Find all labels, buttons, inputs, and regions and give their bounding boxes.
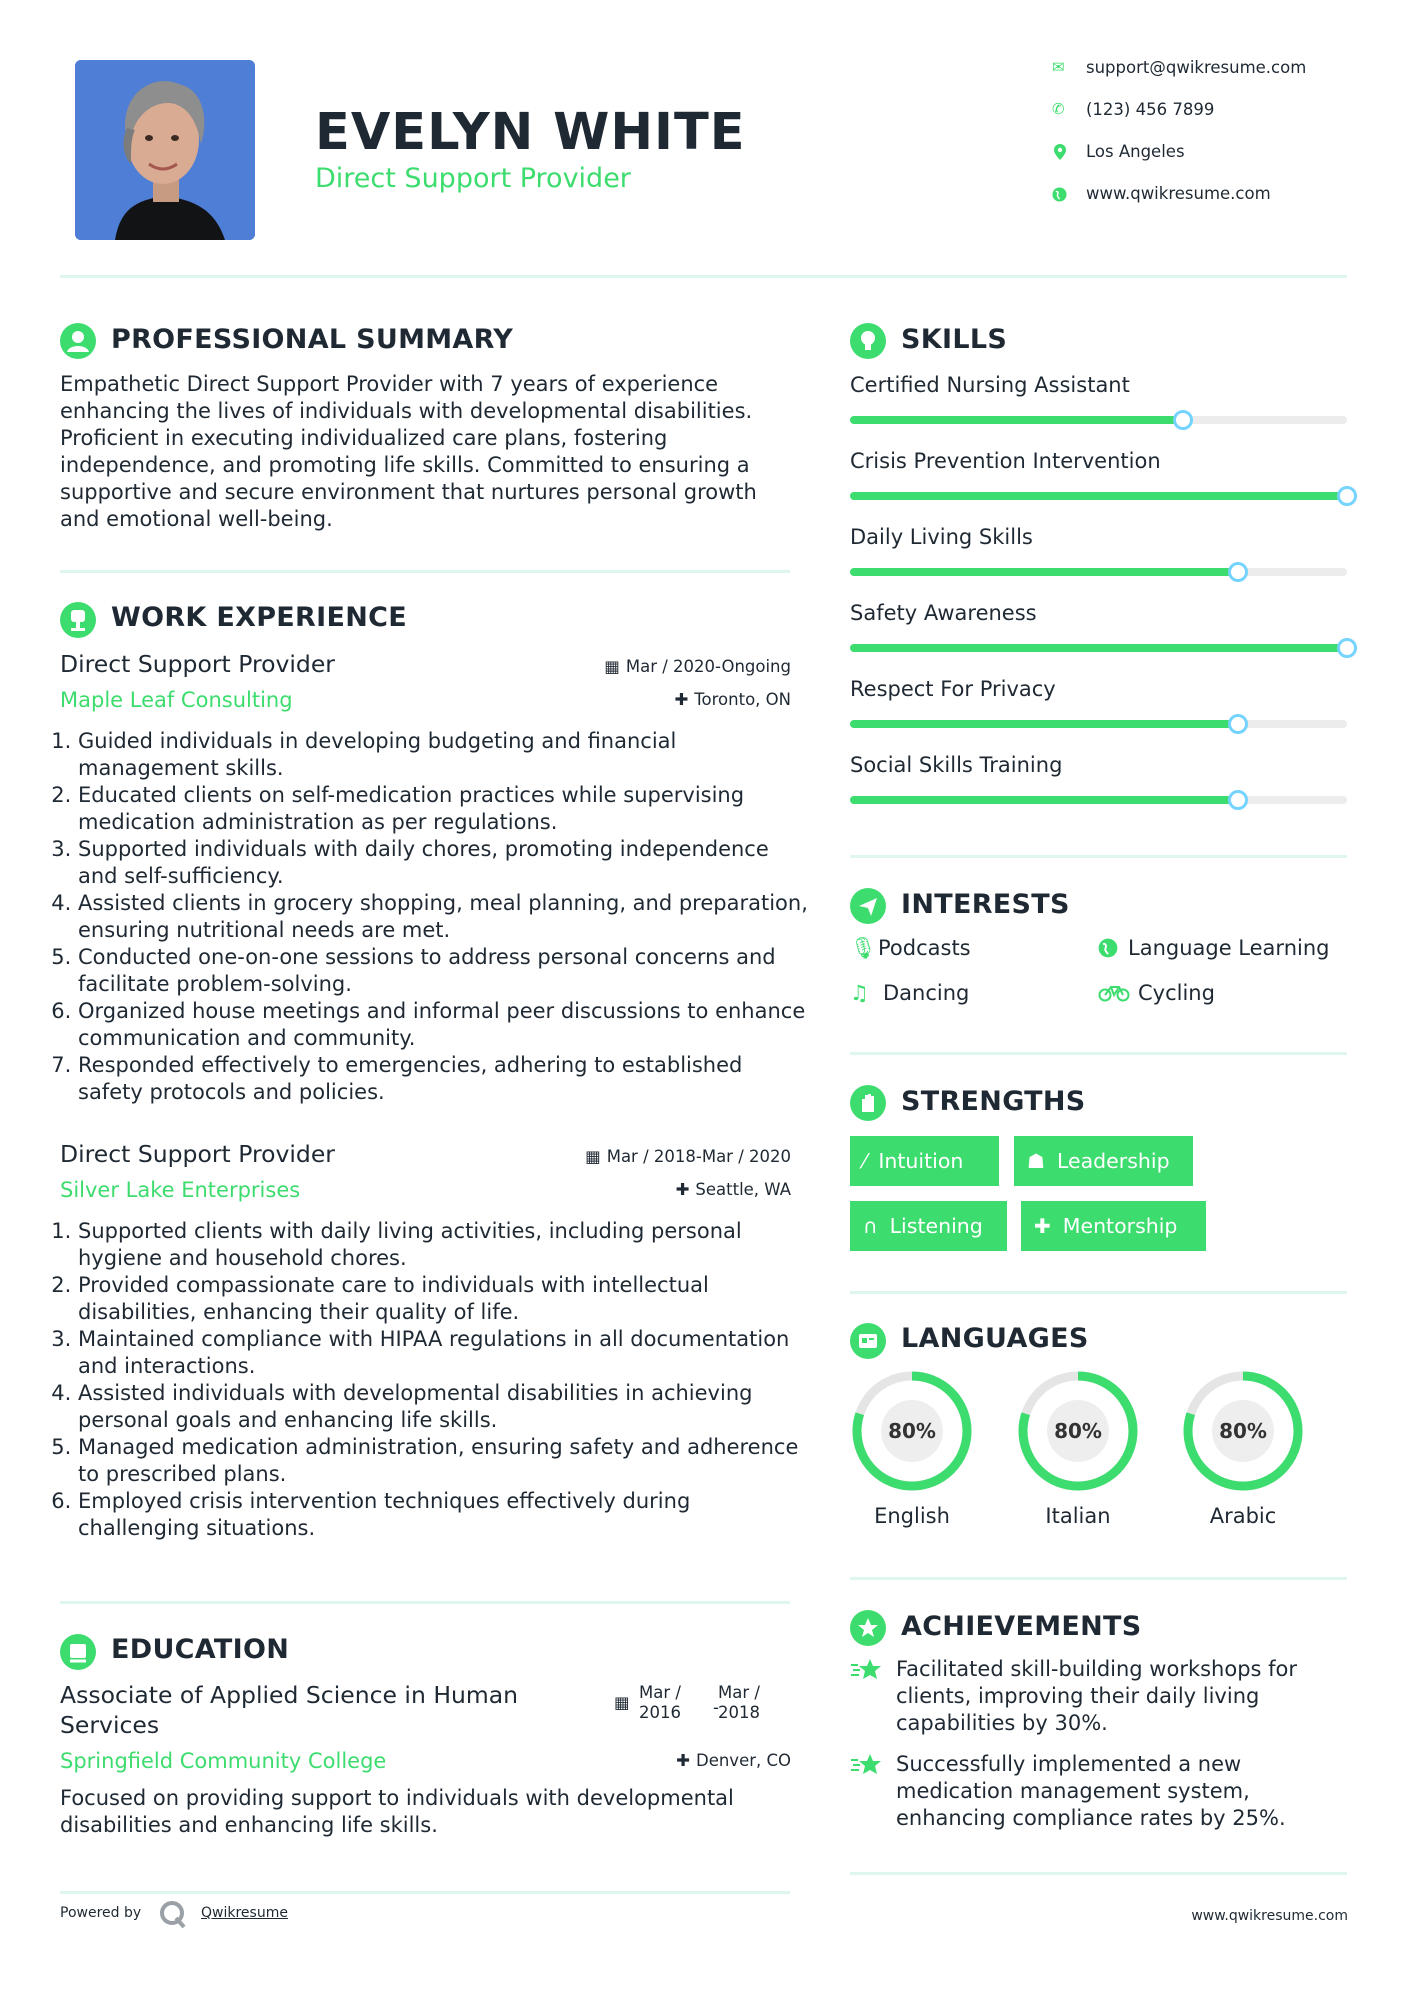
powered-by-label: Powered by [60,1905,142,1921]
interests-divider [850,1052,1347,1055]
strength-leadership [1014,1136,1193,1186]
interest-label: Dancing [883,981,970,1005]
interest-podcasts [850,936,971,961]
interest-dancing [850,981,969,1005]
achievement-text: Successfully implemented a new medication management system, enhancing compliance rates by 25%. [896,1752,1286,1830]
headphones-icon: ∩ [863,1214,878,1238]
skill-level-fill [850,796,1238,804]
list-item: 2. Provided compassionate care to individuals with intellectual disabilities, enhancing their quality of life. [78,1272,808,1326]
bicycle-icon [1098,984,1130,1002]
contact-phone-text: (123) 456 7899 [1086,100,1215,119]
job-2-company: Silver Lake Enterprises [60,1178,301,1202]
language-percent-label: 80% [888,1419,936,1443]
graduation-icon [60,1634,96,1670]
strength-label: Leadership [1056,1149,1170,1173]
qwikresume-logo-icon [158,1899,188,1929]
language-ring [1181,1369,1305,1493]
list-item: 5. Conducted one-on-one sessions to address personal concerns and facilitate problem-solving. [78,944,808,998]
job-1-location-text: Toronto, ON [694,690,791,709]
education-location [676,1751,791,1770]
list-item: 3. Maintained compliance with HIPAA regulations in all documentation and interactions. [78,1326,808,1380]
job-2-date [585,1147,791,1166]
experience-divider [60,1601,790,1604]
language-name: Italian [1045,1504,1111,1528]
briefcase-chair-icon [60,602,96,638]
paper-plane-icon [850,888,886,924]
skill-level-knob [1228,790,1248,810]
job-2-location-text: Seattle, WA [695,1180,791,1199]
language-percent-label: 80% [1054,1419,1102,1443]
skill-level-bar [850,796,1347,804]
education-text: Focused on providing support to individuals with developmental disabilities and enhancing life skills. [60,1786,734,1837]
job-2-title: Direct Support Provider [60,1140,335,1168]
skill-level-fill [850,568,1238,576]
strength-intuition [850,1136,999,1186]
achievement-text: Facilitated skill-building workshops for clients, improving their daily living capabilities by 30%. [896,1657,1298,1735]
contact-location-text: Los Angeles [1086,142,1185,161]
skill-label: Certified Nursing Assistant [850,373,1130,397]
education-degree: Associate of Applied Science in Human Services [60,1681,519,1739]
job-2-responsibilities [54,1218,808,1542]
language-name: Arabic [1209,1504,1277,1528]
language-ring [1016,1369,1140,1493]
summary-divider [60,570,790,573]
skill-level-knob [1173,410,1193,430]
skill-label: Respect For Privacy [850,677,1056,701]
skill-level-bar [850,568,1347,576]
brand-link[interactable]: Qwikresume [201,1905,288,1921]
interest-label: Language Learning [1128,936,1330,960]
education-school: Springfield Community College [60,1749,387,1773]
skill-level-knob [1337,486,1357,506]
skills-divider [850,855,1347,858]
job-1-date-text: Mar / 2020-Ongoing [625,657,791,676]
job-1-date [604,657,791,676]
education-location-text: Denver, CO [695,1751,791,1770]
microphone-icon: 🎙︎ [850,936,877,960]
skill-level-knob [1228,714,1248,734]
globe-icon [1052,187,1067,202]
list-item: 6. Organized house meetings and informal peer discussions to enhance communication and community. [78,998,808,1052]
skill-level-knob [1228,562,1248,582]
skill-label: Social Skills Training [850,753,1063,777]
hand-icon [850,1085,886,1121]
interest-label: Podcasts [878,936,971,960]
skill-level-bar [850,644,1347,652]
profile-photo [75,60,255,240]
star-badge-icon [850,1610,886,1646]
strengths-heading: STRENGTHS [901,1086,1086,1117]
phone-icon: ✆ [1052,100,1065,118]
job-1-company: Maple Leaf Consulting [60,688,293,712]
pushpin-icon: ✚ [676,1751,690,1770]
contact-phone[interactable] [1050,100,1370,124]
star-icon [850,1658,884,1682]
skill-level-fill [850,416,1183,424]
strength-label: Intuition [878,1149,964,1173]
interest-label: Cycling [1138,981,1215,1005]
pushpin-icon: ✚ [675,1180,690,1199]
footer-divider-left [60,1891,790,1894]
group-icon: ☗ [1027,1149,1045,1173]
skill-level-bar [850,492,1347,500]
list-item: 1. Guided individuals in developing budgeting and financial management skills. [78,728,808,782]
strength-listening [850,1201,1007,1251]
add-user-icon: ✚ [1034,1214,1051,1238]
job-1-location [674,690,791,709]
achievements-divider [850,1872,1347,1875]
skill-level-fill [850,644,1347,652]
globe-icon [1098,938,1118,958]
education-date-separator: - [713,1698,719,1717]
contact-website-text: www.qwikresume.com [1086,184,1271,203]
list-item: 5. Managed medication administration, ensuring safety and adherence to prescribed plans. [78,1434,808,1488]
education-heading: EDUCATION [111,1634,290,1665]
lightbulb-icon [850,323,886,359]
list-item: 3. Supported individuals with daily chores, promoting independence and self-sufficiency. [78,836,808,890]
user-icon [60,323,96,359]
magic-wand-icon: ⁄ [863,1149,867,1173]
calendar-icon: ▦ [585,1147,601,1166]
job-1-title: Direct Support Provider [60,650,335,678]
contact-email[interactable] [1050,58,1370,82]
job-2-location [676,1180,791,1199]
header-divider [60,275,1347,278]
list-item: 1. Supported clients with daily living activities, including personal hygiene and household chores. [78,1218,808,1272]
interest-language-learning [1098,936,1329,960]
contact-website[interactable] [1050,184,1370,208]
education-date-end-1: Mar / [718,1683,760,1702]
skills-heading: SKILLS [901,324,1008,355]
language-ring [850,1369,974,1493]
contact-location [1050,142,1370,166]
education-date-start-2: 2016 [639,1703,681,1722]
experience-heading: WORK EXPERIENCE [111,602,407,633]
star-icon [850,1753,884,1777]
language-card-icon [850,1323,886,1359]
summary-text: Empathetic Direct Support Provider with 7 years of experience enhancing the lives of individuals with developmental disabilities. Proficient in executing individualized care plans, fostering independence, and promoting life skills. Committed to ensuring a supportive and secure environment that nurtures personal growth and emotional well-being. [60,372,757,531]
contact-email-text: support@qwikresume.com [1086,58,1307,77]
language-percent-label: 80% [1219,1419,1267,1443]
education-date-start-1: Mar / [639,1683,681,1702]
strengths-divider [850,1291,1347,1294]
list-item: 6. Employed crisis intervention techniques effectively during challenging situations. [78,1488,808,1542]
skill-level-fill [850,492,1347,500]
skill-level-knob [1337,638,1357,658]
strength-label: Mentorship [1062,1214,1178,1238]
languages-heading: LANGUAGES [901,1323,1089,1354]
job-1-responsibilities [54,728,808,1106]
skill-label: Crisis Prevention Intervention [850,449,1161,473]
skill-label: Daily Living Skills [850,525,1033,549]
education-date-end-2: 2018 [718,1703,760,1722]
strength-label: Listening [889,1214,983,1238]
skill-level-fill [850,720,1238,728]
skill-level-bar [850,416,1347,424]
calendar-icon: ▦ [614,1693,630,1712]
music-note-icon: ♫ [850,981,869,1005]
footer-url[interactable]: www.qwikresume.com [1191,1908,1348,1924]
interests-heading: INTERESTS [901,889,1070,920]
list-item: 4. Assisted clients in grocery shopping, meal planning, and preparation, ensuring nutritional needs are met. [78,890,808,944]
list-item: 4. Assisted individuals with developmental disabilities in achieving personal goals and enhancing life skills. [78,1380,808,1434]
skill-level-bar [850,720,1347,728]
education-date [614,1683,784,1723]
language-name: English [874,1504,950,1528]
strength-mentorship [1021,1201,1206,1251]
pushpin-icon: ✚ [674,690,689,709]
list-item: 7. Responded effectively to emergencies, adhering to established safety protocols and policies. [78,1052,808,1106]
job-2-date-text: Mar / 2018-Mar / 2020 [606,1147,791,1166]
languages-divider [850,1577,1347,1580]
skill-label: Safety Awareness [850,601,1037,625]
candidate-name: EVELYN WHITE [315,103,746,162]
mail-icon: ✉ [1052,58,1065,76]
candidate-title: Direct Support Provider [315,163,631,194]
calendar-icon: ▦ [604,657,620,676]
location-pin-icon [1054,144,1066,160]
achievements-heading: ACHIEVEMENTS [901,1611,1142,1642]
summary-heading: PROFESSIONAL SUMMARY [111,324,514,355]
list-item: 2. Educated clients on self-medication practices while supervising medication administration as per regulations. [78,782,808,836]
interest-cycling [1098,981,1215,1005]
